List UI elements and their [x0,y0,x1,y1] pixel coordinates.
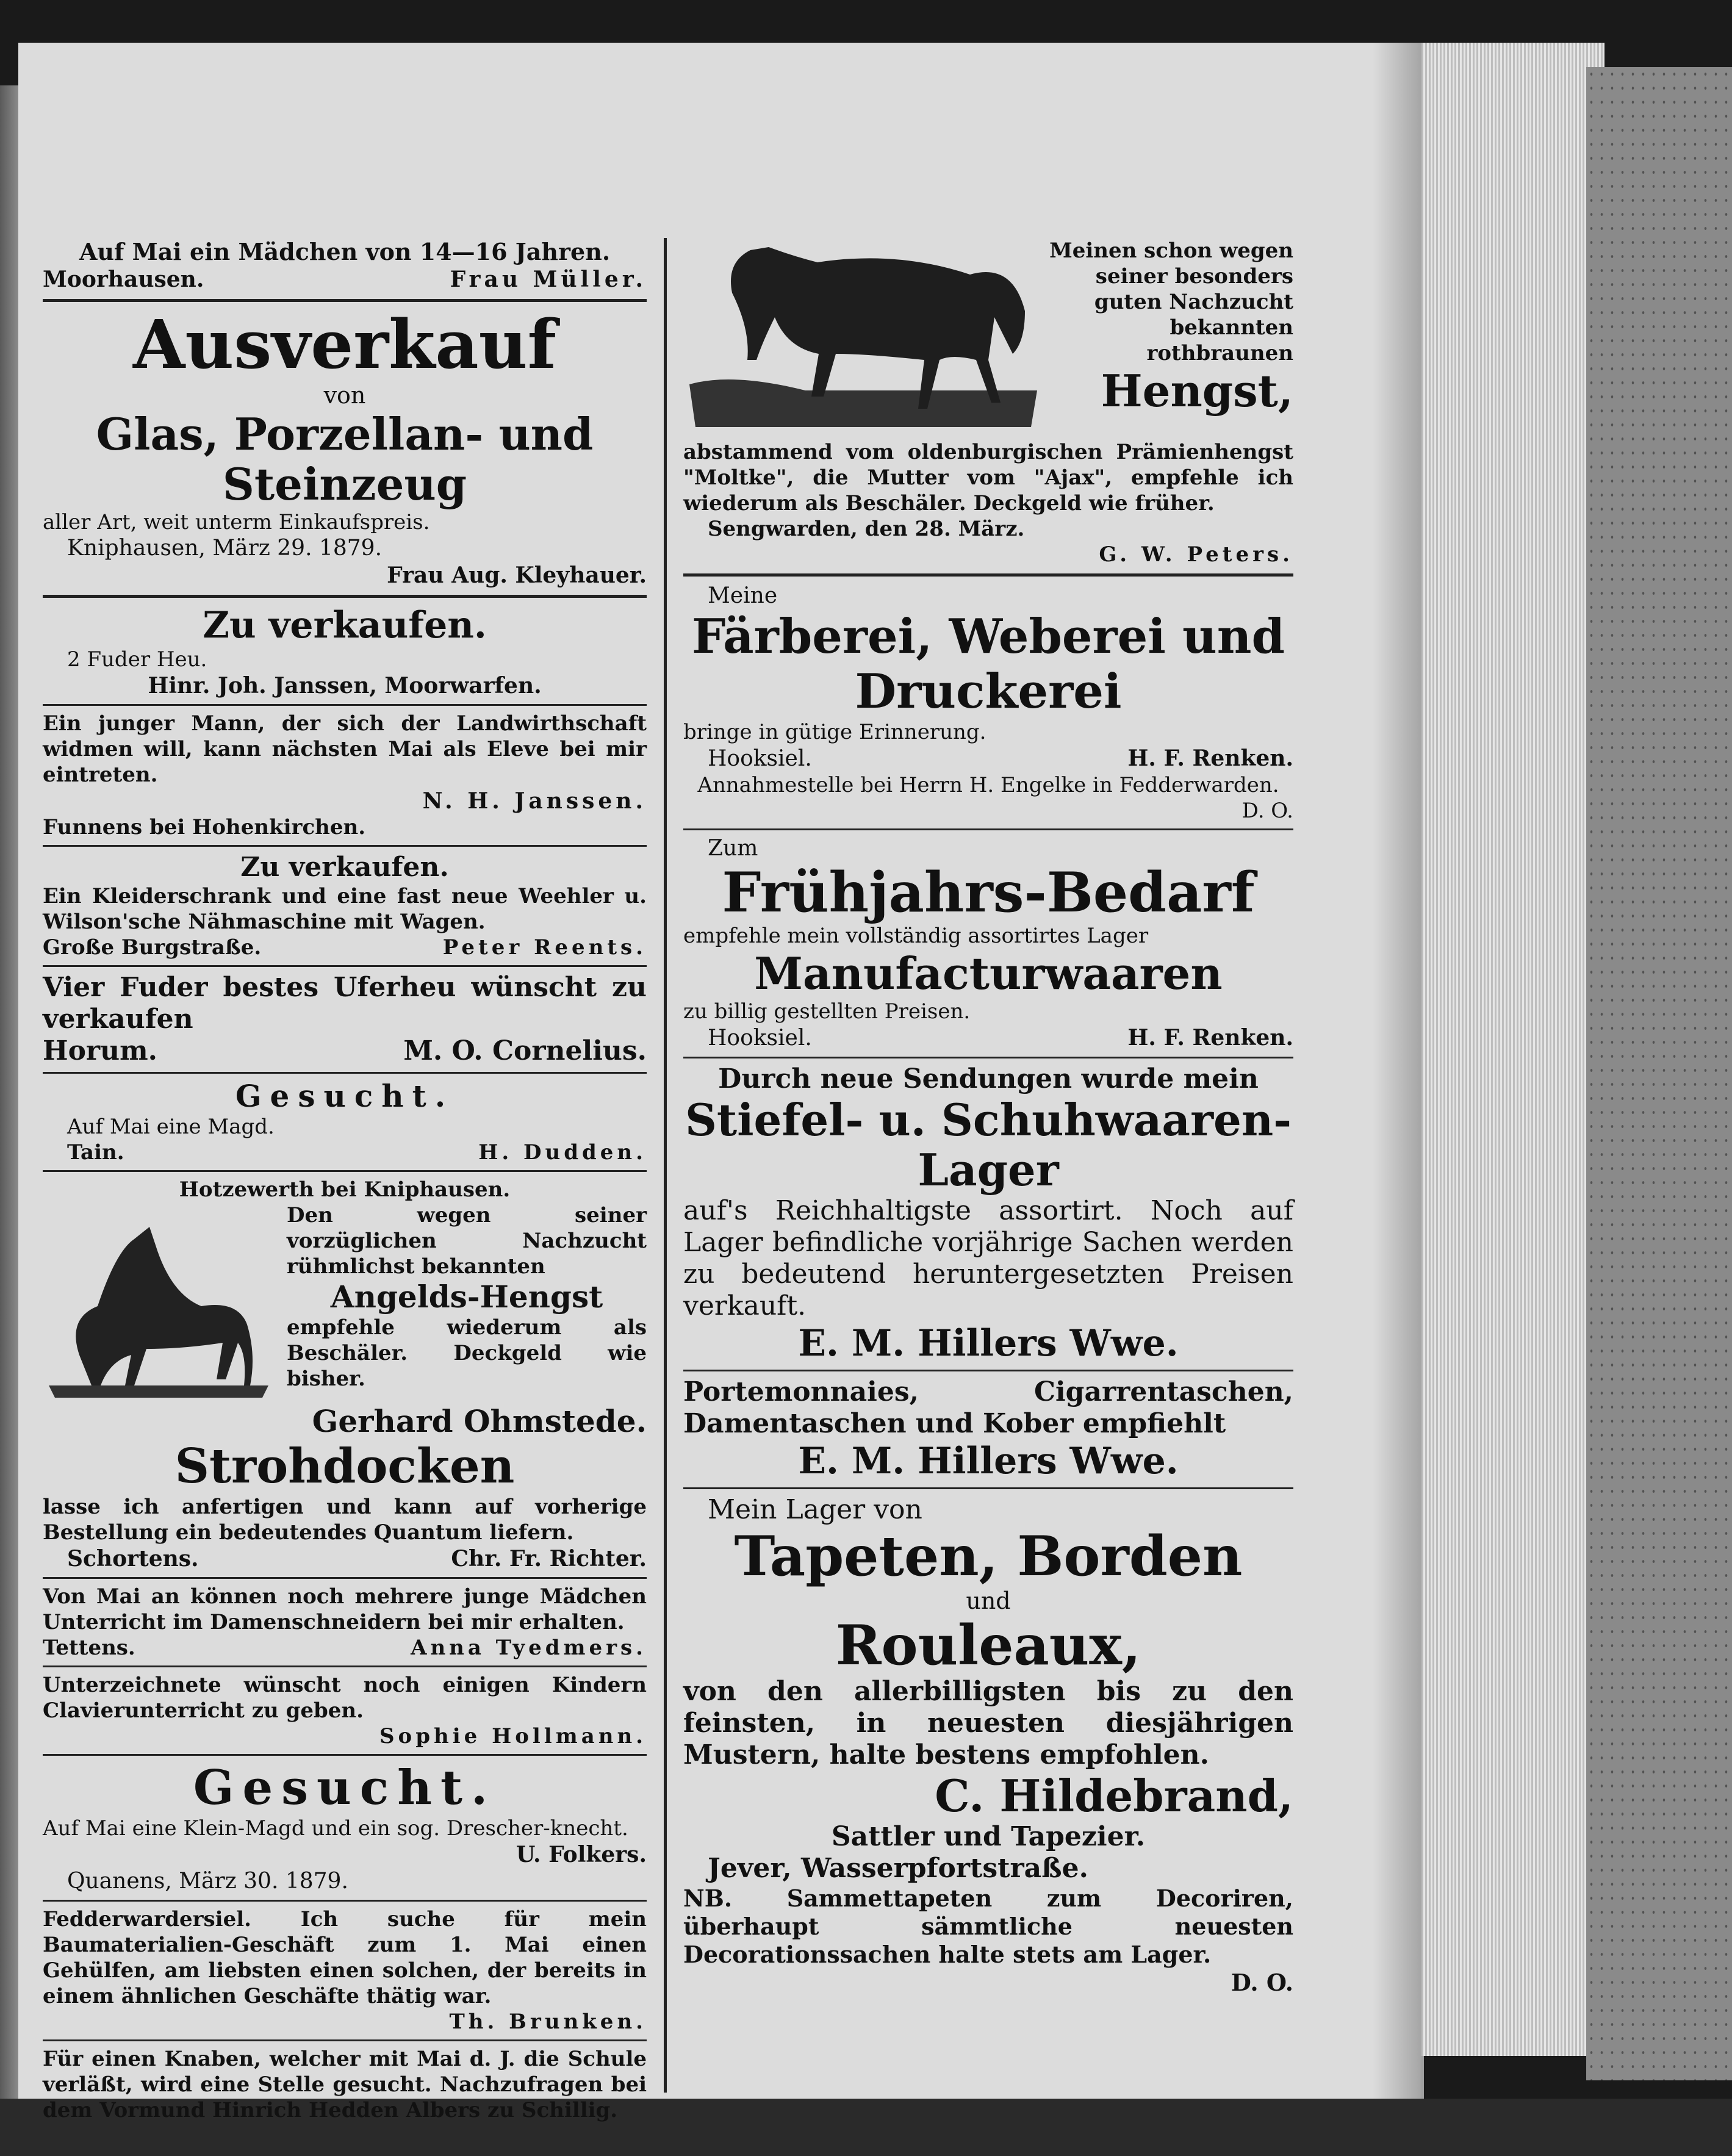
ad-text: 2 Fuder Heu. [67,647,207,672]
ad-title: Zu verkaufen. [203,604,487,647]
ad-title: Rouleaux, [835,1613,1141,1678]
horse-illustration [683,238,1037,439]
ad-signature: E. M. Hillers Wwe. [798,1322,1179,1365]
ad-place: Tettens. [43,1636,135,1660]
ad-place: Horum. [43,1035,157,1066]
ad-title: Gesucht. [193,1760,497,1816]
rule [683,1487,1293,1489]
ad-text: Von Mai an können noch mehrere junge Mädchen Unterricht im Damenschneidern bei mir erhalten. [43,1584,647,1634]
ad-ausverkauf [43,305,647,589]
ad-place: Hooksiel. [708,746,812,771]
ad-trade: Sattler und Tapezier. [831,1821,1146,1852]
ad-fruehjahrs-bedarf [683,835,1293,1052]
ad-title: Gesucht. [235,1078,455,1114]
ad-signature: Gerhard Ohmstede. [312,1403,647,1439]
rule [43,1900,647,1902]
ad-text: aller Art, weit unterm Einkaufspreis. [43,510,430,534]
ad-signature: G. W. Peters. [1099,542,1293,567]
rule [683,573,1293,577]
ad-eleve [43,711,647,814]
ad-text: und [966,1587,1011,1614]
ad-damenschneidern [43,1584,647,1661]
ad-signature: U. Folkers. [516,1842,647,1867]
ad-magd [43,1079,647,1165]
ad-place: Tain. [67,1140,124,1165]
ad-place: Hooksiel. [708,1026,812,1051]
rule [43,1754,647,1756]
ad-place: Jever, Wasserpfortstraße. [708,1853,1088,1884]
ad-clavier [43,1672,647,1749]
rule [43,1072,647,1074]
ad-title: Druckerei [855,664,1122,719]
ad-signature: Peter Reents. [442,935,647,960]
ad-text: Den wegen seiner vorzüglichen Nachzucht rühmlichst bekannten [287,1203,647,1279]
ad-title: Stiefel- u. Schuhwaaren- [685,1094,1292,1146]
ad-text: Auf Mai eine Magd. [67,1115,275,1139]
ad-date: Sengwarden, den 28. März. [708,517,1025,541]
rule [43,704,647,706]
ad-signature: C. Hildebrand, [935,1770,1293,1822]
ad-title: Frühjahrs-Bedarf [722,860,1255,925]
ad-title: Lager [918,1144,1059,1196]
ad-knabe [43,2046,647,2123]
ad-text: lasse ich anfertigen und kann auf vorherige Bestellung ein bedeutendes Quantum liefern. [43,1495,647,1545]
ad-signature: Th. Brunken. [449,2010,647,2034]
ad-signature: D. O. [1231,1969,1293,1996]
ad-horse-name: Angelds-Hengst [330,1279,603,1315]
ad-text: empfehle wiederum als Beschäler. Deckgeld wie bisher. [287,1315,647,1391]
ad-place: Schortens. [67,1546,199,1572]
page-curl-shadow [1373,43,1421,2129]
ad-kleiderschrank [43,814,647,960]
ad-text: Auf Mai ein Mädchen von 14—16 Jahren. [79,238,611,265]
rule [683,1057,1293,1058]
ad-text: abstammend vom oldenburgischen Prämienhengst "Moltke", die Mutter vom "Ajax", empfehle ich wiederum als Beschäler. Deckgeld wie früher. [683,440,1293,516]
rule [43,965,647,967]
ad-signature: D. O. [1242,799,1293,823]
ad-signature: Frau Aug. Kleyhauer. [387,562,647,588]
page-stack-edge [1421,43,1604,2056]
ad-text: Durch neue Sendungen wurde mein [718,1063,1259,1094]
ad-text: Für einen Knaben, welcher mit Mai d. J. die Schule verläßt, wird eine Stelle gesucht. Nachzufragen bei dem Vormund Hinrich Hedden Albers zu Schillig. [43,2047,647,2122]
ad-text: Ein Kleiderschrank und eine fast neue Weehler u. Wilson'sche Nähmaschine mit Wagen. [43,884,647,934]
ad-signature: H. F. Renken. [1127,746,1293,771]
ad-date: Quanens, März 30. 1879. [67,1869,348,1894]
ad-title: Tapeten, Borden [734,1524,1243,1589]
ad-text: empfehle mein vollständig assortirtes Lager [683,924,1149,948]
ad-title: Zu verkaufen. [240,852,449,883]
ad-goods: Manufacturwaaren [754,947,1223,999]
ad-text: bringe in gütige Erinnerung. [683,720,986,744]
ad-text: auf's Reichhaltigste assortirt. Noch auf Lager befindliche vorjährige Sachen werden zu bedeutend heruntergesetzten Preisen verkauft. [683,1195,1293,1321]
rule [43,595,647,598]
ad-kleinmagd [43,1761,647,1895]
ad-schuhwaaren [683,1063,1293,1365]
ad-text: Meine [708,583,778,608]
ad-date: Kniphausen, März 29. 1879. [67,536,383,561]
book-cover [1586,67,1732,2080]
column-divider [664,238,667,2093]
ad-text: Auf Mai eine Klein-Magd und ein sog. Drescher-knecht. [43,1816,628,1841]
ad-title: Ausverkauf [133,305,556,384]
ad-gehuelfe [43,1906,647,2035]
ad-place: Moorhausen. [43,267,204,292]
ad-place: Hotzewerth bei Kniphausen. [179,1177,511,1202]
ad-strohdocken [43,1439,647,1572]
ad-place: Funnens bei Hohenkirchen. [43,815,366,839]
ad-tapeten [683,1494,1293,1997]
ad-signature: Frau Müller. [450,267,647,292]
ad-text: Ein junger Mann, der sich der Landwirthschaft widmen will, kann nächsten Mai als Eleve bei mir eintreten. [43,711,647,787]
ad-signature: H. Dudden. [478,1140,647,1165]
ad-text: Unterzeichnete wünscht noch einigen Kindern Clavierunterricht zu geben. [43,1673,647,1723]
ad-text: Annahmestelle bei Herrn H. Engelke in Fedderwarden. [697,773,1279,797]
ad-title: Strohdocken [174,1439,515,1494]
ad-text: Mein Lager von [708,1494,922,1525]
rule [683,828,1293,830]
ad-signature: Hinr. Joh. Janssen, Moorwarfen. [148,673,542,699]
ad-text: von [323,382,366,409]
ad-text: Zum [708,836,758,861]
ad-angelds-hengst [43,1177,647,1439]
ad-street: Große Burgstraße. [43,935,262,960]
left-column [43,238,647,2123]
rule [43,845,647,847]
ad-signature: Anna Tyedmers. [411,1636,647,1660]
ad-text: Portemonnaies, Cigarrentaschen, Damentaschen und Kober empfiehlt [683,1376,1293,1439]
rule [683,1370,1293,1371]
ad-signature: Sophie Hollmann. [379,1724,647,1748]
ad-uferheu [43,972,647,1067]
rule [43,1577,647,1579]
ad-hengst-peters [683,238,1293,567]
rule [43,2039,647,2041]
ad-faerberei [683,583,1293,824]
ad-text: NB. Sammettapeten zum Decoriren, überhaupt sämmtliche neuesten Decorationssachen halte stets am Lager. [683,1885,1293,1968]
ad-signature: N. H. Janssen. [422,788,647,814]
right-column [683,238,1293,1997]
ad-text: von den allerbilligsten bis zu den feinsten, in neuesten diesjährigen Mustern, halte bestens empfohlen. [683,1676,1293,1770]
ad-portemonnaies [683,1376,1293,1482]
ad-title: Färberei, Weberei und [691,609,1285,664]
ad-horse-name: Hengst, [1101,365,1293,417]
ad-signature: M. O. Cornelius. [403,1035,647,1066]
ad-text: Meinen schon wegen seiner besonders guten Nachzucht bekannten rothbraunen [1049,239,1293,365]
ad-heu [43,604,647,699]
rule [43,299,647,302]
ad-signature: H. F. Renken. [1127,1025,1293,1051]
ad-maedchen [43,238,647,293]
ad-text: zu billig gestellten Preisen. [683,999,971,1024]
rule [43,1666,647,1667]
ad-text: Vier Fuder bestes Uferheu wünscht zu verkaufen [43,972,647,1035]
rule [43,1170,647,1172]
ad-signature: Chr. Fr. Richter. [451,1546,647,1572]
cover-texture [1586,67,1732,2080]
horse-illustration [43,1202,275,1404]
ad-signature: E. M. Hillers Wwe. [798,1440,1179,1482]
ad-text: Fedderwardersiel. Ich suche für mein Baumaterialien-Geschäft zum 1. Mai einen Gehülfen, am liebsten einen solchen, der bereits in einem ähnlichen Geschäfte thätig war. [43,1907,647,2008]
ad-goods: Glas, Porzellan- und Steinzeug [96,408,594,510]
